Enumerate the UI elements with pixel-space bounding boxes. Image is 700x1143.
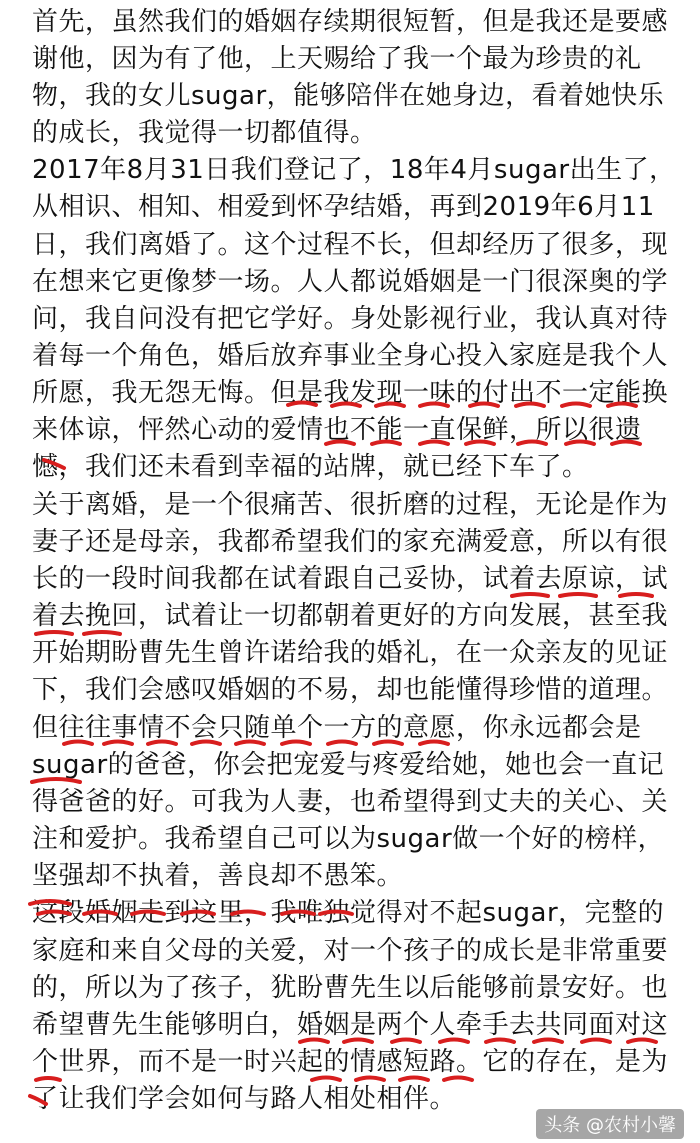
text-line: 个世界，而不是一时兴起的情感短路。它的存在，是为: [32, 1047, 669, 1077]
text-line: 所愿，我无怨无悔。但是我发现一味的付出不一定能换: [32, 378, 669, 408]
text-line: 但往往事情不会只随单个一方的意愿，你永远都会是: [32, 713, 642, 743]
text-line: 的成长，我觉得一切都值得。: [32, 118, 377, 148]
text-line: 注和爱护。我希望自己可以为sugar做一个好的榜样，: [32, 824, 665, 854]
text-line: 在想来它更像梦一场。人人都说婚姻是一门很深奥的学: [32, 267, 669, 297]
text-line: 开始期盼曹先生曾许诺给我的婚礼，在一众亲友的见证: [32, 638, 669, 668]
text-line: 日，我们离婚了。这个过程不长，但却经历了很多，现: [32, 230, 669, 260]
text-line: 长的一段时间我都在试着跟自己妥协，试着去原谅，试: [32, 564, 669, 594]
text-line: 关于离婚，是一个很痛苦、很折磨的过程，无论是作为: [32, 490, 669, 520]
text-line: 家庭和来自父母的关爱，对一个孩子的成长是非常重要: [32, 936, 669, 966]
text-line: 妻子还是母亲，我都希望我们的家充满爱意，所以有很: [32, 527, 669, 557]
text-line: 希望曹先生能够明白，婚姻是两个人牵手去共同面对这: [32, 1010, 669, 1040]
text-line: 得爸爸的好。可我为人妻，也希望得到丈夫的关心、关: [32, 787, 669, 817]
text-line: 着每一个角色，婚后放弃事业全身心投入家庭是我个人: [32, 341, 669, 371]
text-line: 这段婚姻走到这里，我唯独觉得对不起sugar，完整的: [32, 898, 665, 928]
text-line: 来体谅，怦然心动的爱情也不能一直保鲜，所以很遗: [32, 415, 642, 445]
text-line: 首先，虽然我们的婚姻存续期很短暂，但是我还是要感: [32, 7, 669, 37]
text-line: 2017年8月31日我们登记了，18年4月sugar出生了，: [32, 155, 676, 185]
text-line: 着去挽回，试着让一切都朝着更好的方向发展，甚至我: [32, 601, 669, 631]
text-line: 物，我的女儿sugar，能够陪伴在她身边，看着她快乐: [32, 81, 665, 111]
watermark-label: 头条 @农村小馨: [536, 1109, 684, 1139]
text-line: 从相识、相知、相爱到怀孕结婚，再到2019年6月11: [32, 192, 655, 222]
text-line: 谢他，因为有了他，上天赐给了我一个最为珍贵的礼: [32, 44, 642, 74]
text-line: 坚强却不执着，善良却不愚笨。: [32, 861, 404, 891]
text-line: 憾，我们还未看到幸福的站牌，就已经下车了。: [32, 452, 589, 482]
text-line: 了让我们学会如何与路人相处相伴。: [32, 1084, 457, 1114]
text-line: 的，所以为了孩子，犹盼曹先生以后能够前景安好。也: [32, 973, 669, 1003]
text-line: 问，我自问没有把它学好。身处影视行业，我认真对待: [32, 304, 669, 334]
text-line: sugar的爸爸，你会把宠爱与疼爱给她，她也会一直记: [32, 750, 665, 780]
text-line: 下，我们会感叹婚姻的不易，却也能懂得珍惜的道理。: [32, 675, 669, 705]
